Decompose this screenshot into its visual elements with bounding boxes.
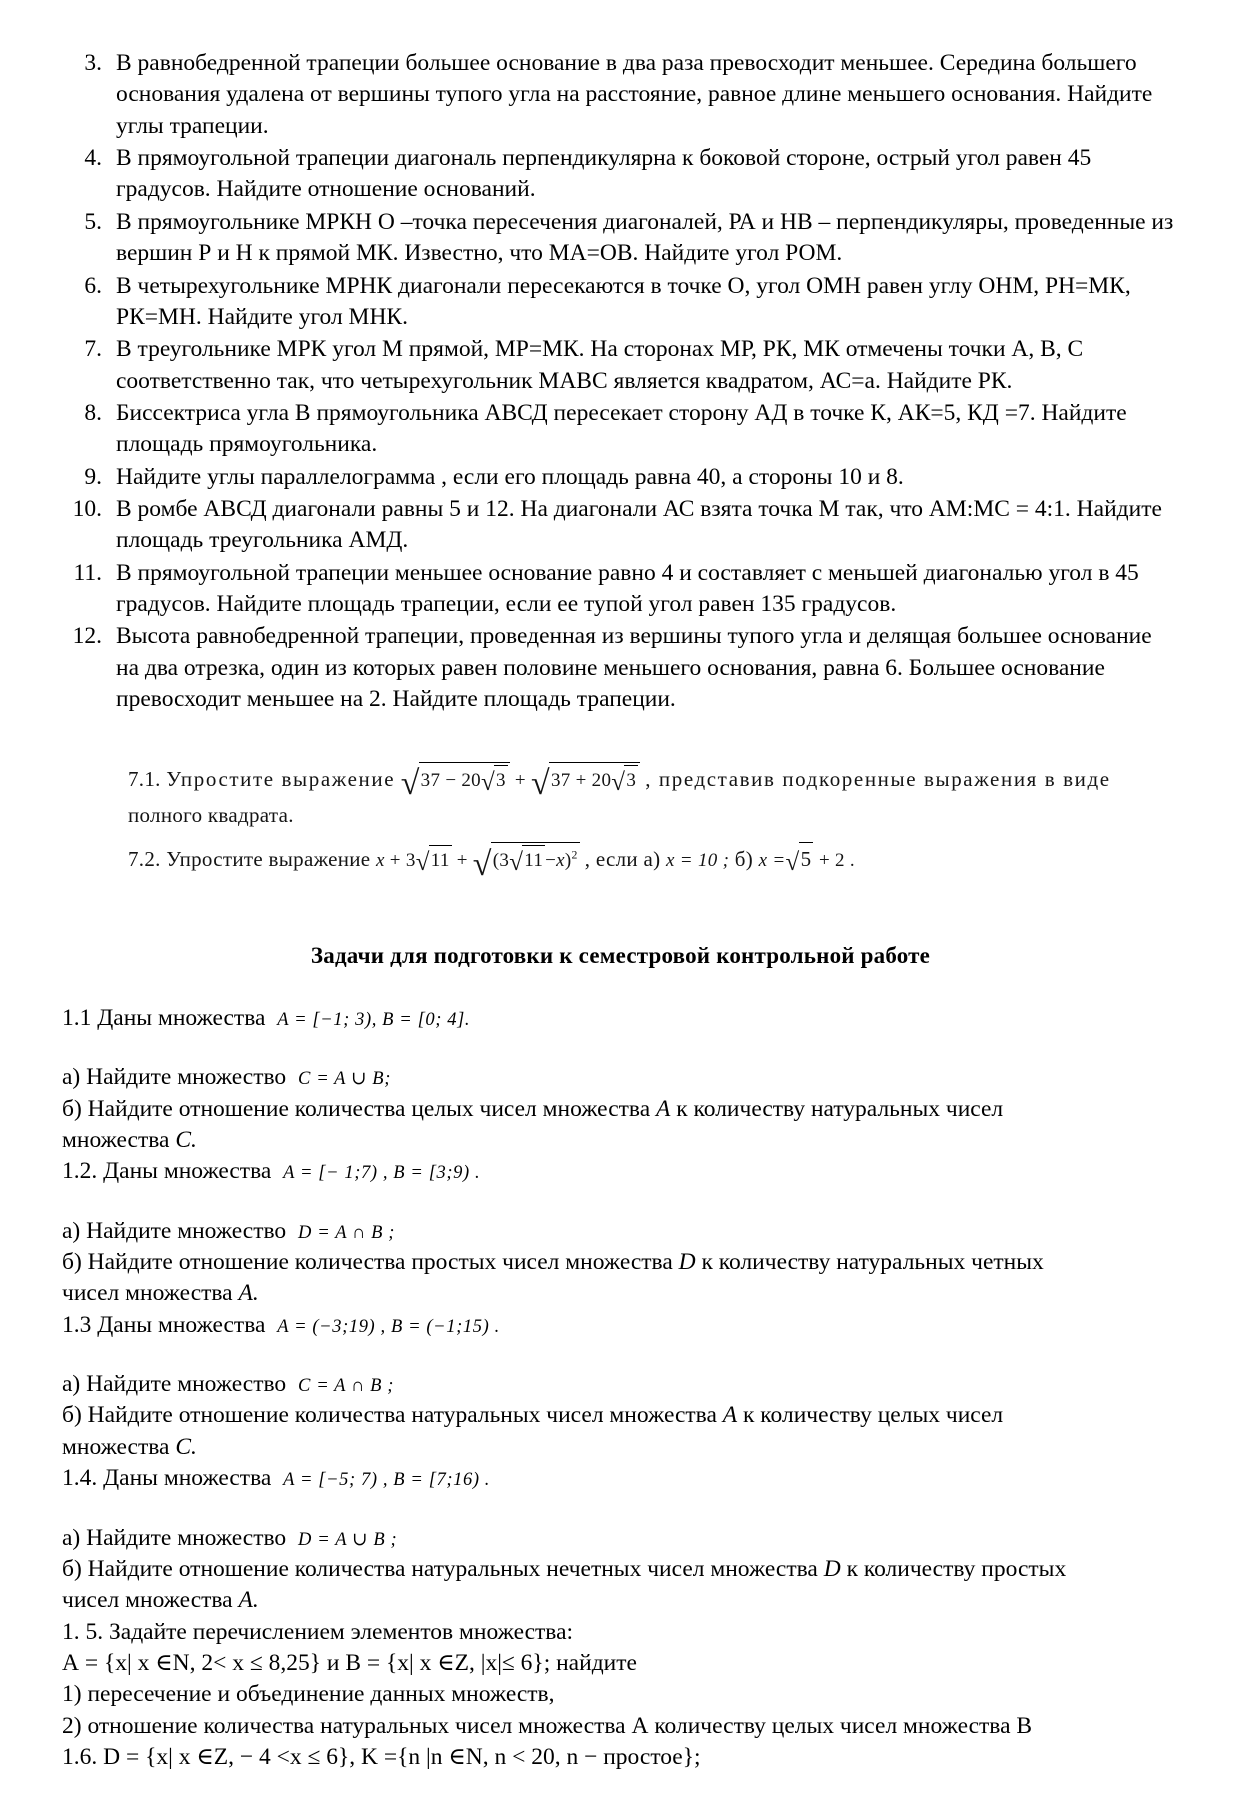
problem-text: Найдите углы параллелограмма , если его площадь равна 40, а стороны 10 и 8. xyxy=(116,463,904,490)
part-b-continuation: множества xyxy=(62,1126,170,1153)
problem-item xyxy=(62,143,1179,206)
radicand-11: 11 xyxy=(522,845,545,875)
task-7-2 xyxy=(128,842,1179,884)
problem-item xyxy=(62,207,1179,270)
task-1-5-line-4: 2) отношение количества натуральных чисел множества А количеству целых чисел множества В xyxy=(62,1712,1033,1739)
task-7-2-case-a: а) xyxy=(643,847,661,872)
set-task-1-2-part-b-cont xyxy=(62,1278,1179,1309)
radical-sign-icon: √ xyxy=(472,846,492,884)
set-task-label: 1.1 Даны множества xyxy=(62,1004,266,1031)
exponent-2: 2 xyxy=(571,849,578,863)
sqrt-inner-3-left xyxy=(481,765,508,795)
part-b-middle: к количеству простых xyxy=(846,1555,1067,1582)
scanned-formula-block xyxy=(62,762,1179,884)
part-b-middle: к количеству натуральных четных xyxy=(701,1248,1044,1275)
task-7-1-lead: Упростите выражение xyxy=(166,766,396,791)
set-task-given-math: A = [−5; 7) , B = [7;16) . xyxy=(283,1470,491,1491)
set-task-1-1-part-b xyxy=(62,1094,1179,1125)
radicand-right-leading: 37 + 20 xyxy=(550,769,612,791)
part-a-math: C = A ∩ B ; xyxy=(298,1376,395,1397)
part-b-variable: D xyxy=(823,1555,841,1582)
radicand-3: 3 xyxy=(494,765,508,795)
set-task-1-2-part-b xyxy=(62,1247,1179,1278)
sqrt-inner-3-right xyxy=(611,765,638,795)
paren-close: ) xyxy=(564,850,572,872)
problem-item xyxy=(62,48,1179,142)
part-b-text: б) Найдите отношение количества натуральных нечетных чисел множества xyxy=(62,1555,818,1582)
set-task-1-3-given xyxy=(62,1310,1179,1341)
problem-number: 3. xyxy=(84,50,102,76)
part-a-label: а) Найдите множество xyxy=(62,1064,287,1091)
part-b-variable: D xyxy=(678,1248,696,1275)
problem-item xyxy=(62,271,1179,334)
problem-text: В ромбе АВСД диагонали равны 5 и 12. На диагонали АС взята точка М так, что АМ:МС = 4:1. Найдите площадь треугольника АМД. xyxy=(116,496,1162,554)
set-task-given-math: A = [− 1;7) , B = [3;9) . xyxy=(283,1163,481,1184)
radical-sign-icon: √ xyxy=(509,849,524,877)
problem-text: В прямоугольной трапеции диагональ перпендикулярна к боковой стороне, острый угол равен 45 градусов. Найдите отношение оснований. xyxy=(116,145,1092,203)
sqrt-11-first xyxy=(416,845,452,875)
radical-sign-icon: √ xyxy=(785,849,800,877)
plus-operator: + xyxy=(514,769,526,791)
part-b-text: б) Найдите отношение количества простых чисел множества xyxy=(62,1248,673,1275)
task-7-1-line2: полного квадрата. xyxy=(128,802,294,827)
problem-number: 7. xyxy=(84,336,102,363)
set-task-1-2-part-a xyxy=(62,1216,1179,1247)
task-7-2-formula xyxy=(376,846,585,884)
part-b-continuation: множества xyxy=(62,1433,170,1460)
task-1-5-line-3: 1) пересечение и объединение данных множеств, xyxy=(62,1681,555,1708)
set-task-given-math: A = (−3;19) , B = (−1;15) . xyxy=(277,1316,500,1337)
problem-item xyxy=(62,334,1179,397)
set-task-1-1-part-b-cont xyxy=(62,1125,1179,1156)
minus-operator: − xyxy=(545,850,557,872)
part-b-variable: A. xyxy=(238,1280,259,1307)
set-task-given-math: A = [−1; 3), B = [0; 4]. xyxy=(277,1009,471,1030)
set-task-label: 1.4. Даны множества xyxy=(62,1465,272,1492)
radicand-11: 11 xyxy=(429,845,452,875)
task-7-1-formula xyxy=(400,765,645,803)
problem-number: 9. xyxy=(84,463,102,490)
problem-number: 8. xyxy=(84,399,102,426)
part-b-continuation: чисел множества xyxy=(62,1280,233,1307)
plus-operator: + xyxy=(456,850,468,872)
sqrt-outer-right xyxy=(530,762,640,803)
problem-text: Биссектриса угла В прямоугольника АВСД пересекает сторону АД в точке К, АК=5, КД =7. Найдите площадь прямоугольника. xyxy=(116,399,1127,458)
problem-number: 12. xyxy=(72,623,102,650)
task-1-6-line-1: 1.6. D = {x| x ∈Z, − 4 <x ≤ 6}, K ={n |n ∈N, n < 20, n − простое}; xyxy=(62,1744,701,1771)
paren-open: ( xyxy=(492,850,500,872)
set-task-1-1-given xyxy=(62,1003,1179,1034)
problem-text: Высота равнобедренной трапеции, проведенная из вершины тупого угла и делящая большее основание на два отрезка, один из которых равен половине меньшего основания, равна 6. Большее основание превосходит меньшее на 2. Найдите площадь трапеции. xyxy=(116,623,1152,713)
problem-number: 5. xyxy=(84,208,102,235)
radical-sign-icon: √ xyxy=(530,765,550,803)
set-task-1-3-part-a xyxy=(62,1369,1179,1400)
problem-item xyxy=(62,494,1179,557)
sqrt-outer-square xyxy=(472,842,580,884)
set-task-1-3-part-b-cont xyxy=(62,1432,1179,1463)
radicand-left-leading: 37 − 20 xyxy=(420,769,481,791)
problem-number: 6. xyxy=(84,272,102,299)
set-task-1-4-given xyxy=(62,1463,1179,1494)
task-7-2-number: 7.2. xyxy=(128,847,161,872)
set-task-label: 1.2. Даны множества xyxy=(62,1158,272,1185)
variable-x: x xyxy=(376,850,385,872)
part-b-text: б) Найдите отношение количества целых чисел множества xyxy=(62,1095,651,1122)
part-a-math: D = A ∩ B ; xyxy=(298,1222,396,1243)
sqrt-outer-left xyxy=(400,762,510,803)
radicand-3: 3 xyxy=(624,765,638,795)
problem-item xyxy=(62,558,1179,621)
problem-text: В равнобедренной трапеции большее основание в два раза превосходит меньшее. Середина большего основания удалена от вершины тупого угла на расстояние, равное длине меньшего основания. Найдите углы трапеции. xyxy=(116,50,1153,139)
part-b-middle: к количеству натуральных чисел xyxy=(676,1095,1004,1122)
part-b-middle: к количеству целых чисел xyxy=(743,1402,1004,1429)
task-7-2-lead: Упростите выражение xyxy=(166,847,371,872)
part-b-variable: A xyxy=(722,1402,738,1429)
part-a-label: а) Найдите множество xyxy=(62,1371,287,1398)
radicand-5: 5 xyxy=(799,842,814,874)
task-1-5-line-2: А = {x| x ∈N, 2< x ≤ 8,25} и В = {x| x ∈Z, |x|≤ 6}; найдите xyxy=(62,1649,637,1676)
part-b-text: б) Найдите отношение количества натуральных чисел множества xyxy=(62,1402,717,1429)
radical-sign-icon: √ xyxy=(400,765,420,803)
radical-sign-icon: √ xyxy=(415,849,430,877)
problem-number: 10. xyxy=(72,496,102,523)
problem-text: В треугольнике МРК угол М прямой, МР=МК. На сторонах МР, РК, МК отмечены точки А, В, С соответственно так, что четырехугольник МАВС является квадратом, АС=а. Найдите РК. xyxy=(116,336,1084,394)
task-7-1-tail: , представив подкоренные выражения в виде xyxy=(645,766,1111,791)
task-1-5-line-1: 1. 5. Задайте перечислением элементов множества: xyxy=(62,1618,574,1645)
variable-x: x xyxy=(556,850,565,872)
task-7-2-case-b-tail: + 2 . xyxy=(818,850,855,872)
task-7-2-case-b-value: x = xyxy=(758,850,786,872)
task-7-2-case-b: б) xyxy=(734,847,754,872)
sqrt-11-second xyxy=(509,845,545,875)
set-task-label: 1.3 Даны множества xyxy=(62,1311,266,1338)
radical-sign-icon: √ xyxy=(481,768,496,796)
part-b-variable: A. xyxy=(238,1587,259,1614)
set-theory-section xyxy=(62,1003,1179,1774)
coefficient-3: 3 xyxy=(499,850,510,872)
geometry-problem-list xyxy=(62,48,1179,716)
part-a-label: а) Найдите множество xyxy=(62,1524,287,1551)
problem-text: В четырехугольнике МРНК диагонали пересекаются в точке О, угол ОМН равен углу ОНМ, РН=МК, РК=МН. Найдите угол МНК. xyxy=(116,272,1131,330)
set-task-1-4-part-b-cont xyxy=(62,1585,1179,1616)
part-a-label: а) Найдите множество xyxy=(62,1217,287,1244)
problem-text: В прямоугольнике МРКН О –точка пересечения диагоналей, РА и НВ – перпендикуляры, проведенные из вершин Р и Н к прямой МК. Известно, что МА=ОВ. Найдите угол РОМ. xyxy=(116,208,1174,267)
coefficient-3: 3 xyxy=(405,850,416,872)
problem-item xyxy=(62,621,1179,715)
section-heading: Задачи для подготовки к семестровой контрольной работе xyxy=(310,942,931,968)
part-b-continuation: чисел множества xyxy=(62,1587,233,1614)
problem-number: 4. xyxy=(84,145,102,172)
problem-item xyxy=(62,462,1179,493)
problem-number: 11. xyxy=(73,559,102,586)
radical-sign-icon: √ xyxy=(611,768,626,796)
set-task-1-4-part-a xyxy=(62,1523,1179,1554)
set-task-1-3-part-b xyxy=(62,1400,1179,1431)
set-task-1-4-part-b xyxy=(62,1554,1179,1585)
part-b-variable: C. xyxy=(175,1126,197,1153)
part-a-math: D = A ∪ B ; xyxy=(298,1529,398,1550)
part-b-variable: A xyxy=(656,1095,671,1122)
task-7-2-case-a-value: x = 10 ; xyxy=(666,850,730,872)
task-7-1 xyxy=(128,762,1179,803)
problem-item xyxy=(62,398,1179,461)
task-7-2-if-label: , если xyxy=(584,847,638,872)
task-7-1-number: 7.1. xyxy=(128,766,161,791)
part-b-variable: C. xyxy=(175,1433,197,1460)
problem-text: В прямоугольной трапеции меньшее основание равно 4 и составляет с меньшей диагональю угол в 45 градусов. Найдите площадь трапеции, если ее тупой угол равен 135 градусов. xyxy=(116,559,1139,618)
set-task-1-1-part-a xyxy=(62,1062,1179,1093)
plus-operator: + xyxy=(389,850,401,872)
part-a-math: C = A ∪ B; xyxy=(298,1069,391,1090)
set-task-1-2-given xyxy=(62,1156,1179,1187)
sqrt-5 xyxy=(786,842,814,875)
